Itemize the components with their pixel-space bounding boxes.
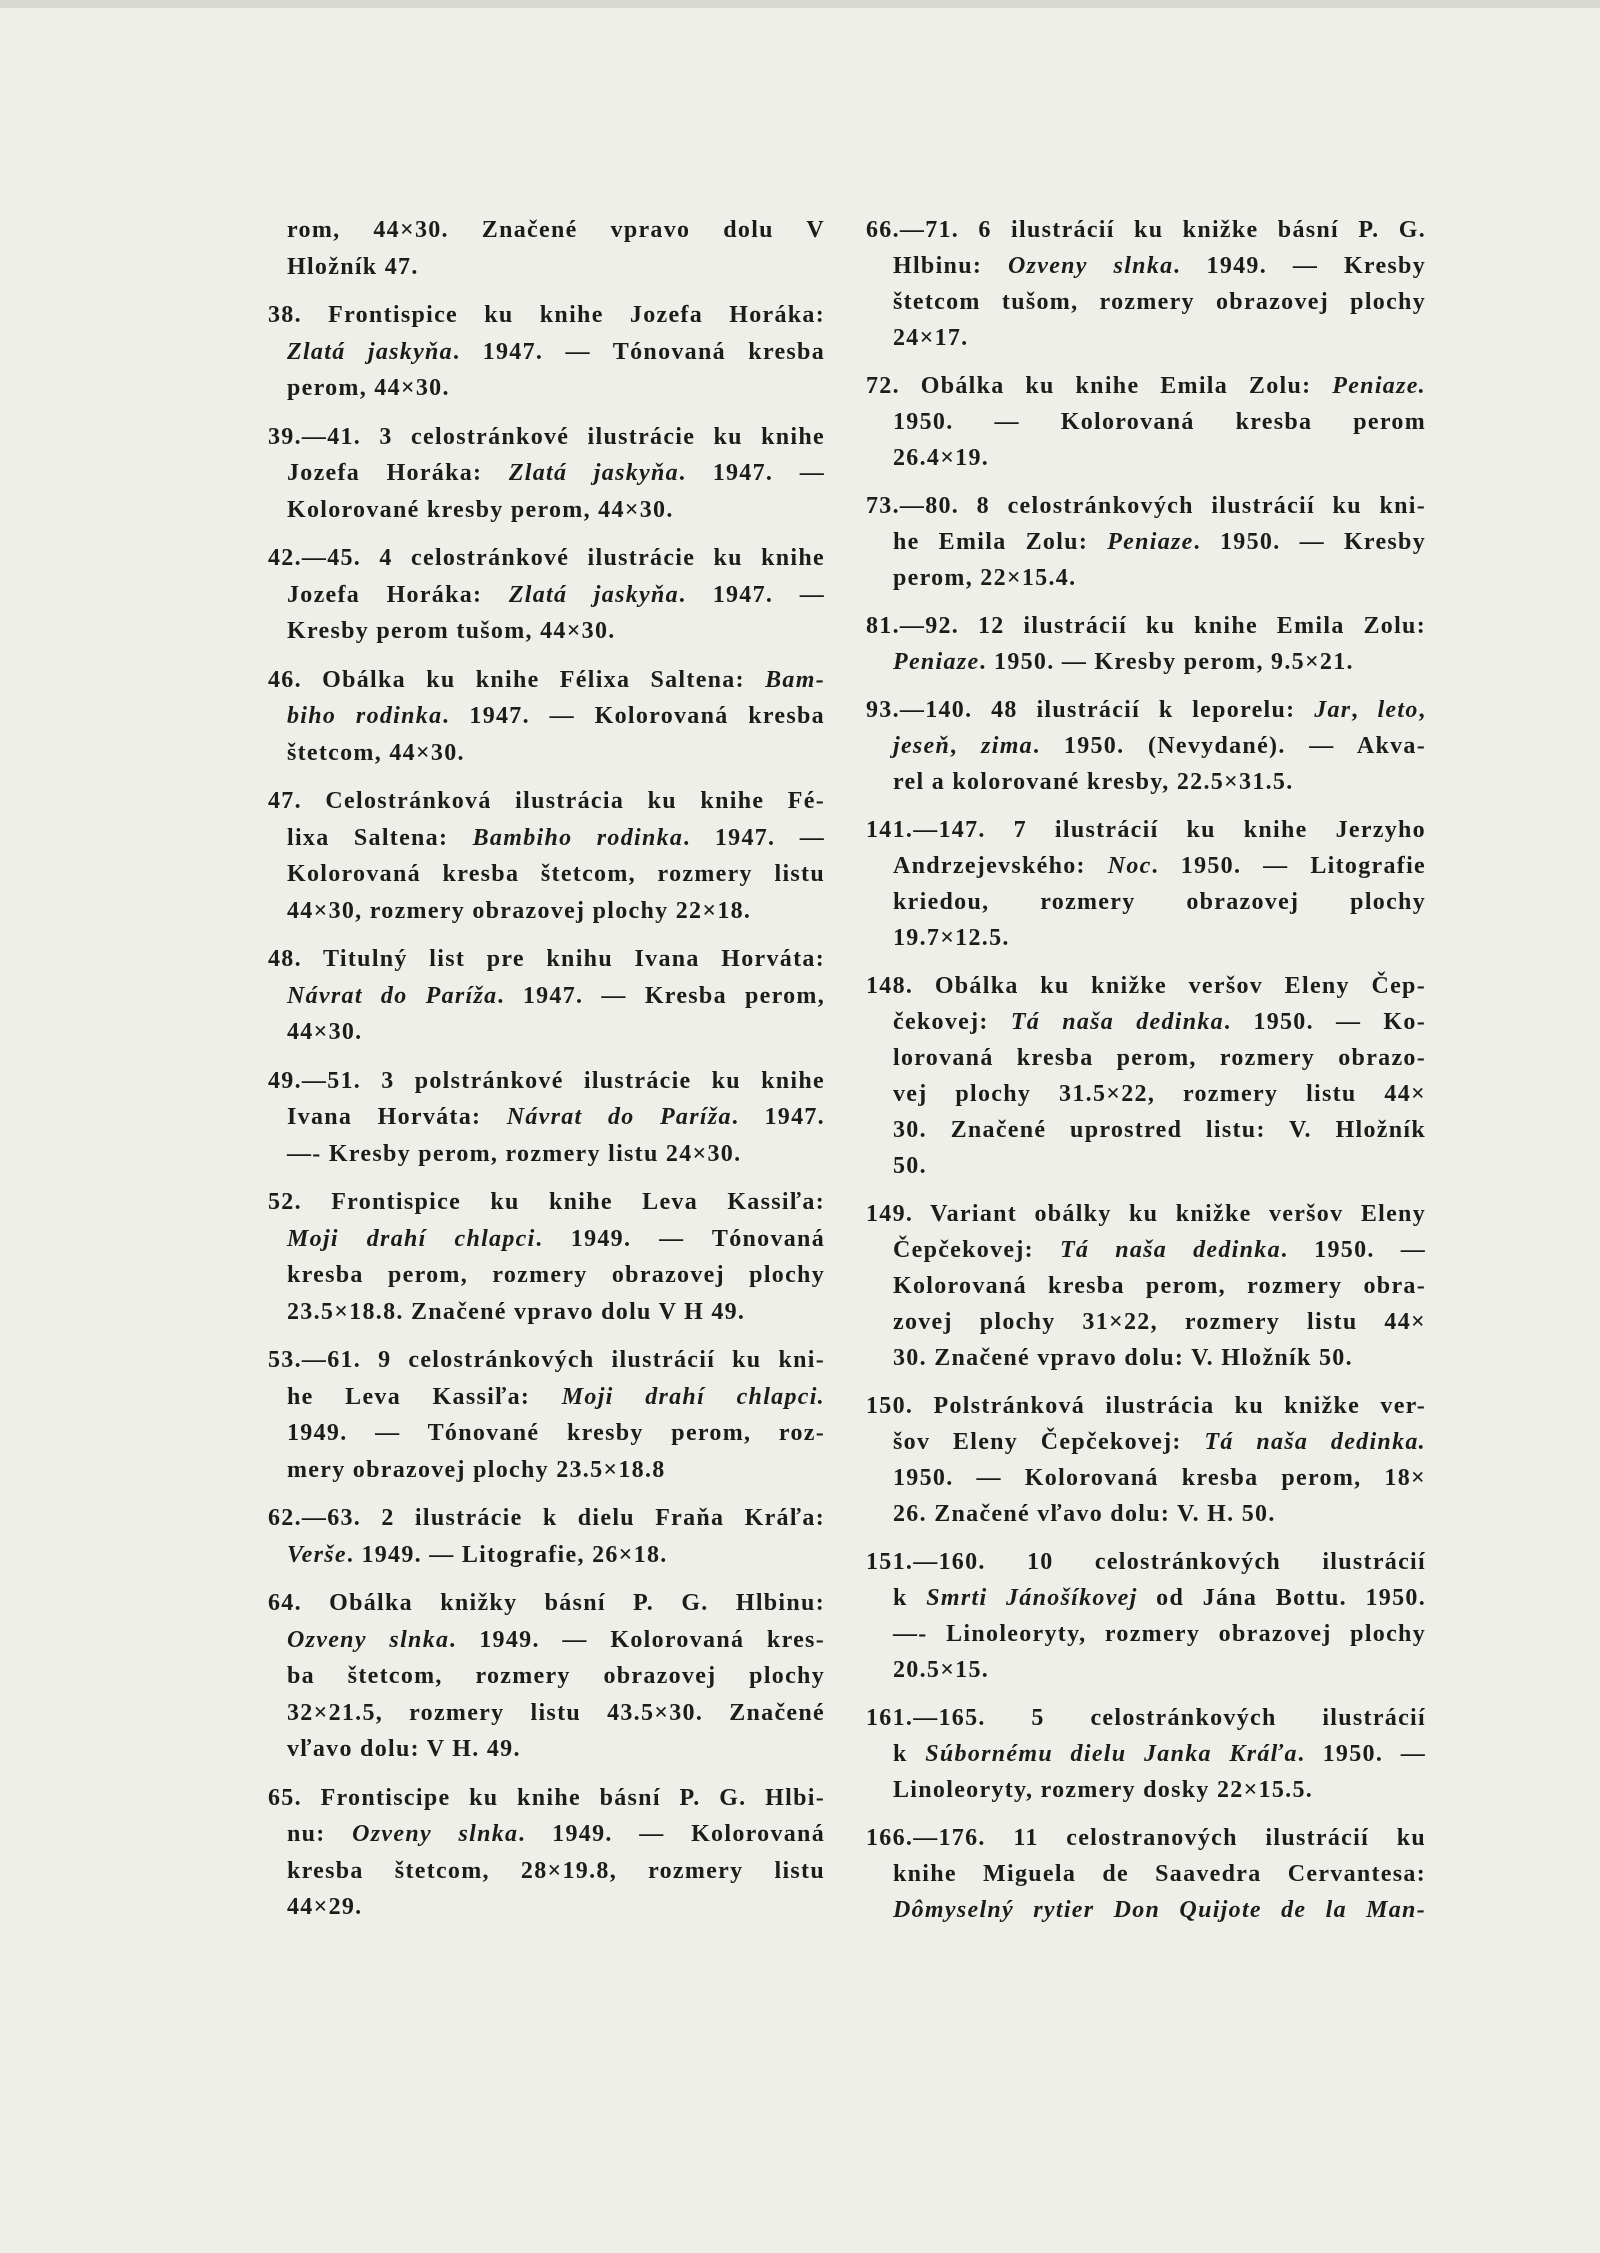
entry-text: 23.5×18.8. Značené vpravo dolu V H 49. <box>287 1298 746 1325</box>
catalogue-entry <box>268 1585 825 1768</box>
entry-line <box>268 249 825 286</box>
entry-text: perom, 44×30. <box>287 375 450 401</box>
entry-text: 72. Obálka ku knihe Emila Zolu: <box>866 373 1333 399</box>
entry-text: 50. <box>893 1153 927 1179</box>
entry-text: lorovaná kresba perom, rozmery obrazo- <box>893 1045 1426 1071</box>
entry-text: . 1947. — <box>678 460 825 486</box>
entry-text: 38. Frontispice ku knihe Jozefa Horáka: <box>268 302 825 328</box>
entry-line <box>866 248 1426 284</box>
entry-line <box>268 1099 825 1136</box>
entry-text: 149. Variant obálky ku knižke veršov Eleny <box>866 1201 1426 1227</box>
entry-text: . 1949. — Kresby <box>1173 253 1426 279</box>
entry-text: . 1950. — Kresby <box>1193 529 1426 555</box>
catalogue-entry <box>268 783 825 929</box>
entry-text: . 1949. — Tónovaná <box>535 1225 826 1252</box>
entry-text: 19.7×12.5. <box>893 925 1010 951</box>
entry-line <box>268 1415 825 1452</box>
entry-line <box>866 368 1426 404</box>
entry-text: 44×29. <box>287 1894 363 1920</box>
entry-text: . 1947. <box>731 1104 825 1130</box>
entry-text: 46. Obálka ku knihe Félixa Saltena: <box>268 666 766 693</box>
italic-title: Smrti Jánošíkovej <box>926 1585 1138 1611</box>
catalogue-entry <box>866 1820 1426 1928</box>
entry-text: . 1950. (Nevydané). — Akva- <box>1032 733 1426 759</box>
entry-line <box>268 455 825 492</box>
catalogue-entry <box>268 1184 825 1330</box>
italic-title: Zlatá jaskyňa <box>508 581 679 608</box>
catalogue-entry <box>268 419 825 529</box>
catalogue-entry <box>866 692 1426 800</box>
entry-line <box>866 920 1426 956</box>
entry-line <box>866 728 1426 764</box>
entry-line <box>866 1652 1426 1688</box>
entry-line <box>268 212 825 249</box>
entry-text: zovej plochy 31×22, rozmery listu 44× <box>893 1309 1426 1335</box>
entry-text: rom, 44×30. Značené vpravo dolu V <box>287 217 825 243</box>
italic-title: zima <box>981 733 1033 759</box>
entry-text: 53.—61. 9 celostránkových ilustrácií ku kni- <box>268 1347 825 1373</box>
entry-line <box>866 1112 1426 1148</box>
entry-text: kresba perom, rozmery obrazovej plochy <box>287 1262 825 1288</box>
catalogue-entry <box>866 1388 1426 1532</box>
entry-line <box>268 1658 825 1695</box>
entry-text: . 1950. — Kresby perom, 9.5×21. <box>979 649 1354 675</box>
entry-line <box>866 440 1426 476</box>
entry-text: od Jána Bottu. 1950. <box>1137 1585 1426 1611</box>
entry-text: . 1950. — <box>1280 1237 1426 1263</box>
entry-line <box>268 1136 825 1173</box>
entry-line <box>268 1816 825 1853</box>
entry-text: 148. Obálka ku knižke veršov Eleny Čep- <box>866 973 1426 999</box>
italic-title: Zlatá jaskyňa <box>287 338 453 365</box>
catalogue-entry <box>268 662 825 772</box>
entry-text: Kolorovaná kresba štetcom, rozmery listu <box>287 861 825 887</box>
entry-text: . 1947. — Kresba perom, <box>497 982 825 1009</box>
catalogue-entry <box>268 1342 825 1488</box>
entry-text: 44×30, rozmery obrazovej plochy 22×18. <box>287 897 752 924</box>
italic-title: leto <box>1377 697 1419 723</box>
entry-text: Jozefa Horáka: <box>287 460 509 486</box>
entry-line <box>268 1063 825 1100</box>
italic-title: Jar <box>1314 697 1352 723</box>
entry-text: lixa Saltena: <box>287 824 473 851</box>
italic-title: Peniaze <box>893 649 980 675</box>
entry-line <box>268 297 825 334</box>
entry-line <box>866 968 1426 1004</box>
entry-text: štetcom tušom, rozmery obrazovej plochy <box>893 289 1426 315</box>
entry-text: Ivana Horváta: <box>287 1104 507 1130</box>
entry-text: 42.—45. 4 celostránkové ilustrácie ku knihe <box>268 545 825 571</box>
entry-line <box>268 1257 825 1294</box>
italic-title: Peniaze <box>1107 529 1194 555</box>
entry-text: štetcom, 44×30. <box>287 739 465 766</box>
italic-title: Noc <box>1107 853 1152 879</box>
entry-line <box>268 1014 825 1051</box>
entry-line <box>268 941 825 978</box>
entry-text: 49.—51. 3 polstránkové ilustrácie ku knihe <box>268 1067 825 1094</box>
entry-text: Kolorovaná kresba perom, rozmery obra- <box>893 1273 1426 1299</box>
entry-text: perom, 22×15.4. <box>893 565 1077 591</box>
catalogue-entry <box>268 1063 825 1173</box>
entry-line <box>866 1460 1426 1496</box>
entry-line <box>268 1379 825 1416</box>
entry-text: 30. Značené vpravo dolu: V. Hložník 50. <box>893 1345 1353 1371</box>
catalogue-entry <box>268 1780 825 1926</box>
entry-line <box>866 1580 1426 1616</box>
entry-line <box>866 320 1426 356</box>
italic-title: Moji drahí chlapci. <box>561 1383 825 1410</box>
catalogue-entry <box>866 212 1426 356</box>
entry-line <box>268 1342 825 1379</box>
entry-line <box>268 978 825 1015</box>
entry-text: 66.—71. 6 ilustrácií ku knižke básní P. G. <box>866 217 1426 243</box>
entry-line <box>866 608 1426 644</box>
entry-text: Čepčekovej: <box>893 1237 1060 1263</box>
entry-text: 64. Obálka knižky básní P. G. Hlbinu: <box>268 1590 825 1616</box>
italic-title: Zlatá jaskyňa <box>508 460 679 486</box>
entry-line <box>866 1424 1426 1460</box>
catalogue-entry <box>866 968 1426 1184</box>
entry-text: 44×30. <box>287 1019 363 1045</box>
entry-line <box>866 1856 1426 1892</box>
entry-text: 65. Frontiscipe ku knihe básní P. G. Hlbi- <box>268 1784 825 1811</box>
entry-text: . 1947. — <box>678 581 825 608</box>
entry-text: —- Linoleoryty, rozmery obrazovej plochy <box>893 1621 1426 1647</box>
italic-title: Ozveny slnka <box>287 1626 450 1653</box>
entry-text: kriedou, rozmery obrazovej plochy <box>893 889 1426 915</box>
entry-line <box>866 812 1426 848</box>
entry-text: . 1949. — Kolorovaná <box>518 1821 825 1847</box>
catalogue-entry <box>268 297 825 407</box>
entry-line <box>268 1622 825 1659</box>
italic-title: Bambiho rodinka <box>472 824 684 851</box>
entry-text: . 1947. — Tónovaná kresba <box>453 338 826 365</box>
entry-text: 24×17. <box>893 325 969 351</box>
entry-text: ba štetcom, rozmery obrazovej plochy <box>287 1663 825 1689</box>
entry-line <box>866 1736 1426 1772</box>
entry-text: kresba štetcom, 28×19.8, rozmery listu <box>287 1857 825 1884</box>
entry-line <box>268 540 825 577</box>
catalogue-entry <box>866 1700 1426 1808</box>
entry-text: 161.—165. 5 celostránkových ilustrácií <box>866 1705 1426 1731</box>
entry-text: , <box>950 733 982 759</box>
entry-line <box>268 492 825 529</box>
entry-text: Hlbinu: <box>893 253 1008 279</box>
italic-title: Dômyselný rytier Don Quijote de la Man- <box>893 1897 1426 1923</box>
entry-text: 48. Titulný list pre knihu Ivana Horváta: <box>268 946 825 972</box>
italic-title: jeseň <box>893 733 951 759</box>
catalogue-entry <box>268 1500 825 1573</box>
entry-line <box>866 692 1426 728</box>
entry-line <box>866 1496 1426 1532</box>
entry-text: vej plochy 31.5×22, rozmery listu 44× <box>893 1081 1426 1107</box>
entry-line <box>268 893 825 930</box>
catalogue-entry <box>866 1544 1426 1688</box>
entry-line <box>866 1040 1426 1076</box>
scan-top-edge <box>0 0 1600 8</box>
italic-title: Bam- <box>765 666 825 693</box>
italic-title: Súbornému dielu Janka Kráľa <box>925 1741 1298 1767</box>
entry-text: he Leva Kassiľa: <box>287 1383 562 1410</box>
left-column <box>268 212 825 1938</box>
entry-line <box>866 1388 1426 1424</box>
entry-line <box>866 1772 1426 1808</box>
entry-line <box>268 1780 825 1817</box>
entry-line <box>268 577 825 614</box>
entry-line <box>866 1232 1426 1268</box>
entry-text: 1949. — Tónované kresby perom, roz- <box>287 1420 825 1446</box>
entry-line <box>866 488 1426 524</box>
entry-text: 62.—63. 2 ilustrácie k dielu Fraňa Kráľa: <box>268 1505 825 1531</box>
entry-line <box>866 560 1426 596</box>
entry-text: , <box>1351 697 1378 723</box>
entry-line <box>268 735 825 772</box>
catalogue-entry <box>268 941 825 1051</box>
catalogue-entry <box>866 488 1426 596</box>
entry-text: k <box>893 1741 926 1767</box>
entry-line <box>866 1544 1426 1580</box>
entry-line <box>866 1892 1426 1928</box>
entry-line <box>268 1731 825 1768</box>
entry-text: . 1947. — <box>683 824 825 851</box>
entry-text: Kolorované kresby perom, 44×30. <box>287 496 674 523</box>
entry-text: 39.—41. 3 celostránkové ilustrácie ku knihe <box>268 423 825 450</box>
entry-text: . 1949. — Litografie, 26×18. <box>346 1541 668 1568</box>
italic-title: Tá naša dedinka <box>1010 1009 1224 1035</box>
entry-text: 151.—160. 10 celostránkových ilustrácií <box>866 1549 1426 1575</box>
entry-text: šov Eleny Čepčekovej: <box>893 1429 1205 1455</box>
entry-text: 73.—80. 8 celostránkových ilustrácií ku kni- <box>866 493 1426 519</box>
entry-line <box>866 848 1426 884</box>
entry-line <box>268 698 825 735</box>
entry-text: 141.—147. 7 ilustrácií ku knihe Jerzyho <box>866 817 1426 843</box>
right-column <box>866 212 1426 1940</box>
entry-text: rel a kolorované kresby, 22.5×31.5. <box>893 769 1294 795</box>
entry-text: . 1949. — Kolorovaná kres- <box>449 1626 825 1653</box>
entry-text: knihe Miguela de Saavedra Cervantesa: <box>893 1861 1426 1887</box>
entry-text: Andrzejevského: <box>893 853 1108 879</box>
entry-text: 26. Značené vľavo dolu: V. H. 50. <box>893 1501 1276 1527</box>
entry-line <box>866 1304 1426 1340</box>
entry-text: k <box>893 1585 927 1611</box>
entry-line <box>866 284 1426 320</box>
entry-text: 26.4×19. <box>893 445 990 471</box>
entry-line <box>866 1616 1426 1652</box>
italic-title: Verše <box>287 1541 347 1568</box>
entry-line <box>268 334 825 371</box>
italic-title: biho rodinka <box>287 703 443 729</box>
entry-text: nu: <box>287 1821 353 1847</box>
catalogue-entry <box>866 368 1426 476</box>
entry-line <box>866 1196 1426 1232</box>
catalogue-entry <box>866 812 1426 956</box>
entry-line <box>866 1820 1426 1856</box>
italic-title: Peniaze. <box>1332 373 1426 399</box>
entry-line <box>268 1853 825 1890</box>
entry-text: vľavo dolu: V H. 49. <box>287 1736 521 1762</box>
entry-text: 81.—92. 12 ilustrácií ku knihe Emila Zolu: <box>866 613 1426 639</box>
entry-line <box>866 1700 1426 1736</box>
entry-text: —- Kresby perom, rozmery listu 24×30. <box>287 1140 742 1167</box>
entry-line <box>866 1268 1426 1304</box>
catalogue-entry <box>866 608 1426 680</box>
entry-line <box>268 1452 825 1489</box>
entry-line <box>268 783 825 820</box>
italic-title: Návrat do Paríža <box>287 982 498 1009</box>
entry-line <box>866 644 1426 680</box>
entry-text: . 1950. — Ko- <box>1223 1009 1426 1035</box>
entry-line <box>268 820 825 857</box>
entry-line <box>866 524 1426 560</box>
entry-line <box>268 1537 825 1574</box>
italic-title: Návrat do Paríža <box>506 1104 732 1130</box>
italic-title: Ozveny slnka <box>1007 253 1174 279</box>
entry-line <box>866 1148 1426 1184</box>
entry-line <box>268 1294 825 1331</box>
entry-text: 32×21.5, rozmery listu 43.5×30. Značené <box>287 1699 825 1726</box>
entry-text: he Emila Zolu: <box>893 529 1108 555</box>
entry-text: . 1950. — Litografie <box>1151 853 1426 879</box>
entry-line <box>866 764 1426 800</box>
entry-line <box>866 212 1426 248</box>
entry-text: 52. Frontispice ku knihe Leva Kassiľa: <box>268 1189 825 1215</box>
entry-text: 20.5×15. <box>893 1657 990 1683</box>
entry-line <box>268 370 825 407</box>
italic-title: Moji drahí chlapci <box>287 1225 536 1252</box>
entry-line <box>866 404 1426 440</box>
entry-line <box>268 1695 825 1732</box>
entry-line <box>268 613 825 650</box>
entry-line <box>268 1221 825 1258</box>
entry-text: 150. Polstránková ilustrácia ku knižke ver- <box>866 1393 1426 1419</box>
entry-text: . 1947. — Kolorovaná kresba <box>442 703 825 729</box>
entry-line <box>268 1889 825 1926</box>
entry-text: 1950. — Kolorovaná kresba perom <box>893 409 1426 435</box>
entry-line <box>866 1076 1426 1112</box>
entry-text: 166.—176. 11 celostranových ilustrácií ku <box>866 1825 1426 1851</box>
entry-text: 30. Značené uprostred listu: V. Hložník <box>893 1117 1426 1143</box>
catalogue-entry <box>268 212 825 285</box>
italic-title: Ozveny slnka <box>352 1821 519 1847</box>
entry-text: 47. Celostránková ilustrácia ku knihe Fé- <box>268 788 825 814</box>
entry-line <box>268 1184 825 1221</box>
entry-line <box>268 662 825 699</box>
entry-line <box>268 419 825 456</box>
entry-line <box>268 856 825 893</box>
entry-text: . 1950. — <box>1297 1741 1427 1767</box>
entry-line <box>866 1340 1426 1376</box>
entry-line <box>268 1500 825 1537</box>
entry-text: Kresby perom tušom, 44×30. <box>287 618 616 644</box>
entry-text: Jozefa Horáka: <box>287 581 509 608</box>
entry-text: , <box>1418 697 1426 723</box>
entry-text: čekovej: <box>893 1009 1011 1035</box>
entry-line <box>268 1585 825 1622</box>
entry-text: mery obrazovej plochy 23.5×18.8 <box>287 1456 666 1483</box>
italic-title: Tá naša dedinka <box>1059 1237 1281 1263</box>
entry-text: Hložník 47. <box>287 253 419 280</box>
entry-text: 93.—140. 48 ilustrácií k leporelu: <box>866 697 1315 723</box>
catalogue-entry <box>866 1196 1426 1376</box>
entry-text: Linoleoryty, rozmery dosky 22×15.5. <box>893 1777 1314 1803</box>
entry-line <box>866 1004 1426 1040</box>
italic-title: Tá naša dedinka. <box>1204 1429 1426 1455</box>
entry-line <box>866 884 1426 920</box>
catalogue-entry <box>268 540 825 650</box>
entry-text: 1950. — Kolorovaná kresba perom, 18× <box>893 1465 1426 1491</box>
